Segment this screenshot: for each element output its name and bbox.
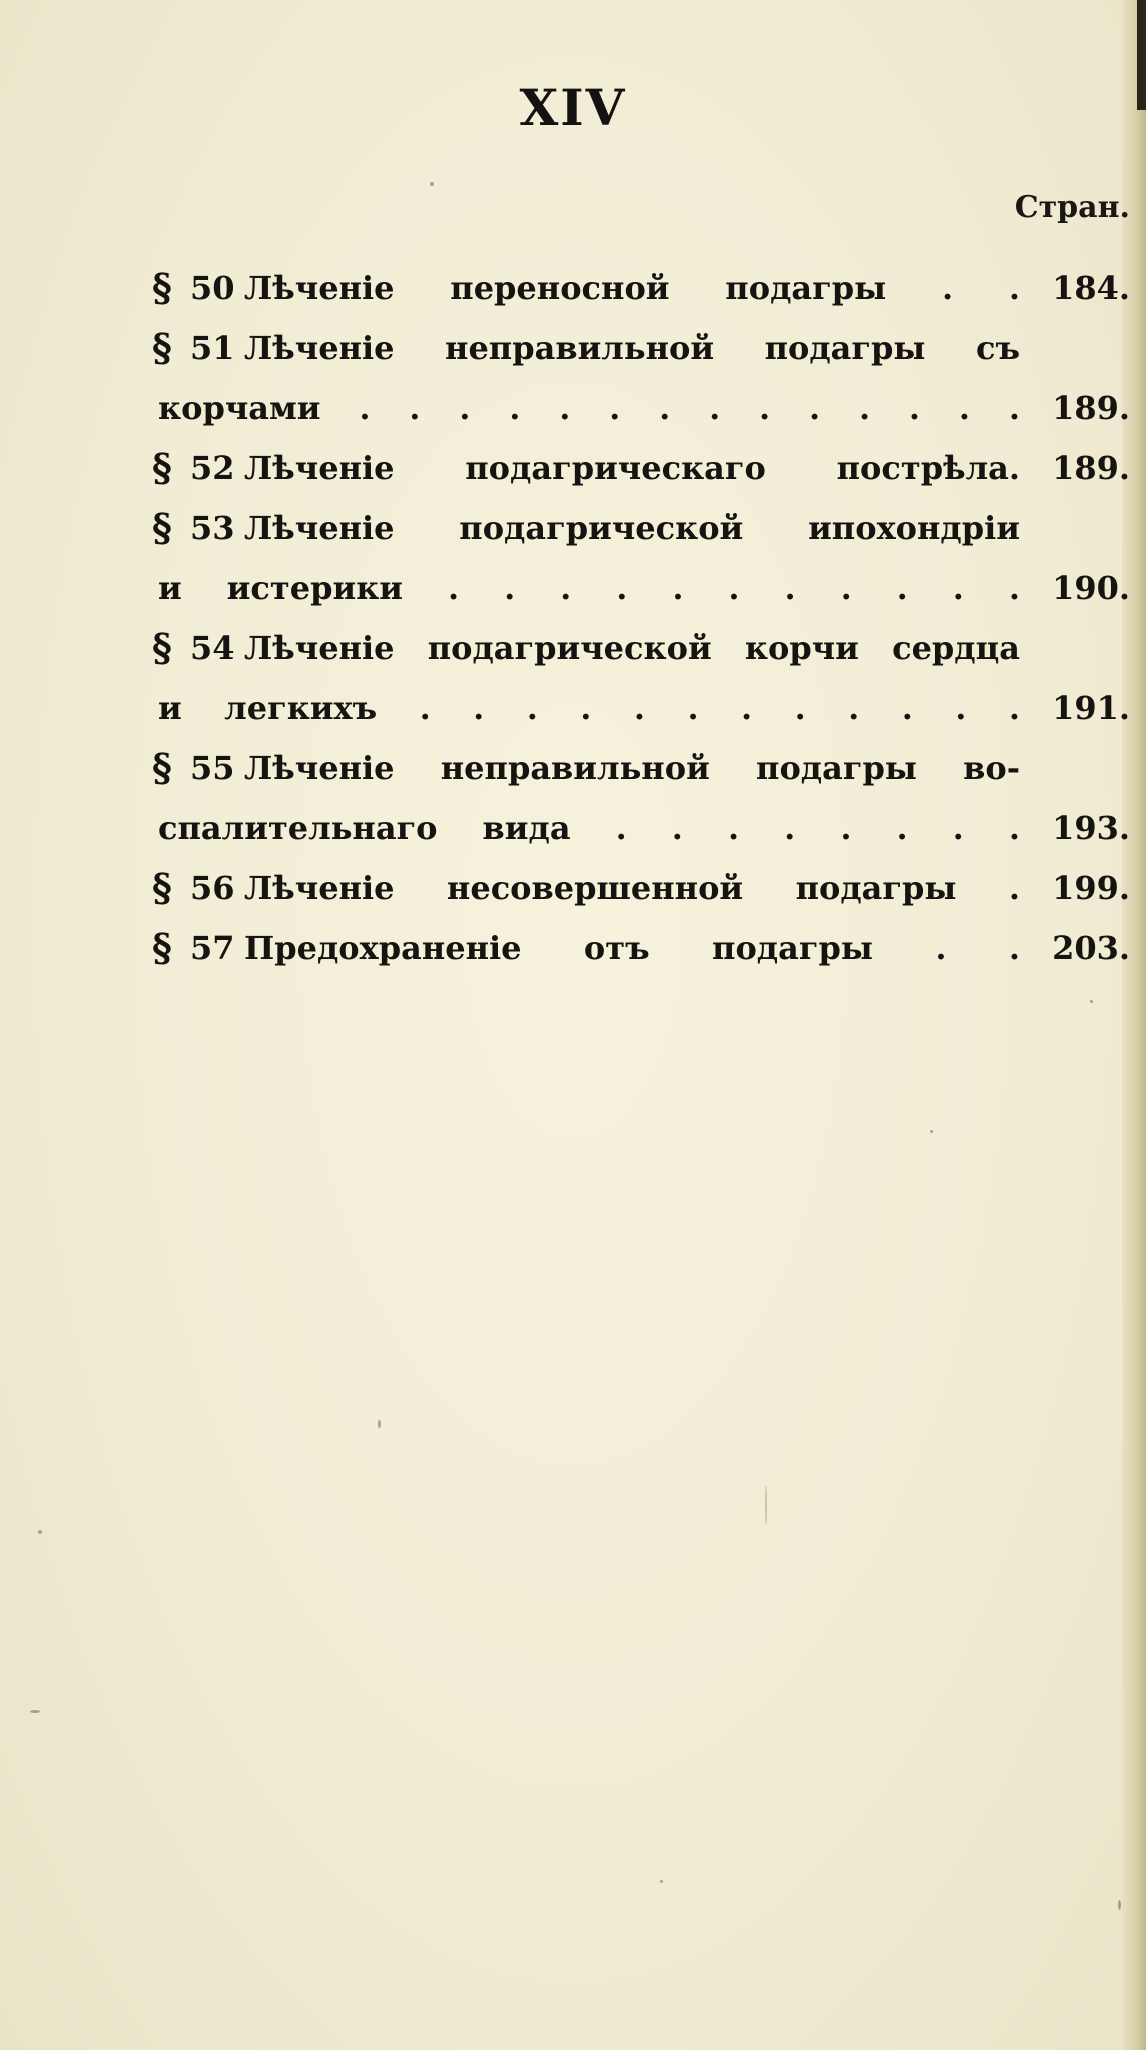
entry-title: Лѣченіе переносной подагры . . (244, 269, 1020, 307)
paper-speck (30, 1710, 40, 1713)
entry-page: 193. (1052, 809, 1130, 847)
section-number: 53 (190, 509, 235, 547)
section-number: 51 (190, 329, 235, 367)
entry-title-continuation: и истерики . . . . . . . . . . . (158, 569, 1020, 607)
section-symbol: § (152, 265, 172, 310)
toc-entry-54 (152, 618, 1130, 678)
toc-entry-53-cont (152, 558, 1130, 618)
page-column-label: Стран. (1014, 190, 1130, 225)
section-symbol: § (152, 445, 172, 490)
section-number: 54 (190, 629, 235, 667)
paper-speck (1090, 1000, 1093, 1003)
section-symbol: § (152, 505, 172, 550)
paper-speck (930, 1130, 933, 1133)
section-symbol: § (152, 325, 172, 370)
entry-page: 190. (1052, 569, 1130, 607)
section-number: 52 (190, 449, 235, 487)
entry-title: Предохраненіе отъ подагры . . (244, 929, 1020, 967)
table-of-contents (152, 258, 1130, 978)
toc-entry-55 (152, 738, 1130, 798)
entry-page: 191. (1052, 689, 1130, 727)
toc-entry-55-cont (152, 798, 1130, 858)
toc-entry-53 (152, 498, 1130, 558)
entry-title: Лѣченіе подагрическаго пострѣла. (244, 449, 1020, 487)
section-symbol: § (152, 625, 172, 670)
entry-title: Лѣченіе несовершенной подагры . (244, 869, 1020, 907)
entry-title-continuation: спалительнаго вида . . . . . . . . (158, 809, 1020, 847)
section-number: 57 (190, 929, 235, 967)
section-number: 50 (190, 269, 235, 307)
toc-entry-52 (152, 438, 1130, 498)
toc-entry-54-cont (152, 678, 1130, 738)
page-number: XIV (519, 78, 627, 137)
entry-title: Лѣченіе неправильной подагры во- (244, 749, 1020, 787)
entry-page: 199. (1052, 869, 1130, 907)
entry-page: 189. (1052, 449, 1130, 487)
entry-title: Лѣченіе неправильной подагры съ (244, 329, 1020, 367)
section-symbol: § (152, 745, 172, 790)
paper-speck (378, 1420, 381, 1428)
entry-title-continuation: корчами . . . . . . . . . . . . . . (158, 389, 1020, 427)
toc-entry-51-cont (152, 378, 1130, 438)
paper-speck (1118, 1900, 1121, 1910)
entry-title: Лѣченіе подагрической корчи сердца (244, 629, 1020, 667)
entry-page: 184. (1052, 269, 1130, 307)
section-symbol: § (152, 865, 172, 910)
toc-entry-57 (152, 918, 1130, 978)
entry-page: 189. (1052, 389, 1130, 427)
toc-entry-56 (152, 858, 1130, 918)
paper-speck (38, 1530, 42, 1534)
toc-entry-51 (152, 318, 1130, 378)
entry-title: Лѣченіе подагрической ипохондріи (244, 509, 1020, 547)
paper-speck (430, 182, 434, 186)
entry-page: 203. (1052, 929, 1130, 967)
section-number: 56 (190, 869, 235, 907)
section-number: 55 (190, 749, 235, 787)
paper-speck (765, 1485, 767, 1525)
paper-speck (660, 1880, 663, 1883)
section-symbol: § (152, 925, 172, 970)
toc-entry-50 (152, 258, 1130, 318)
entry-title-continuation: и легкихъ . . . . . . . . . . . . (158, 689, 1020, 727)
